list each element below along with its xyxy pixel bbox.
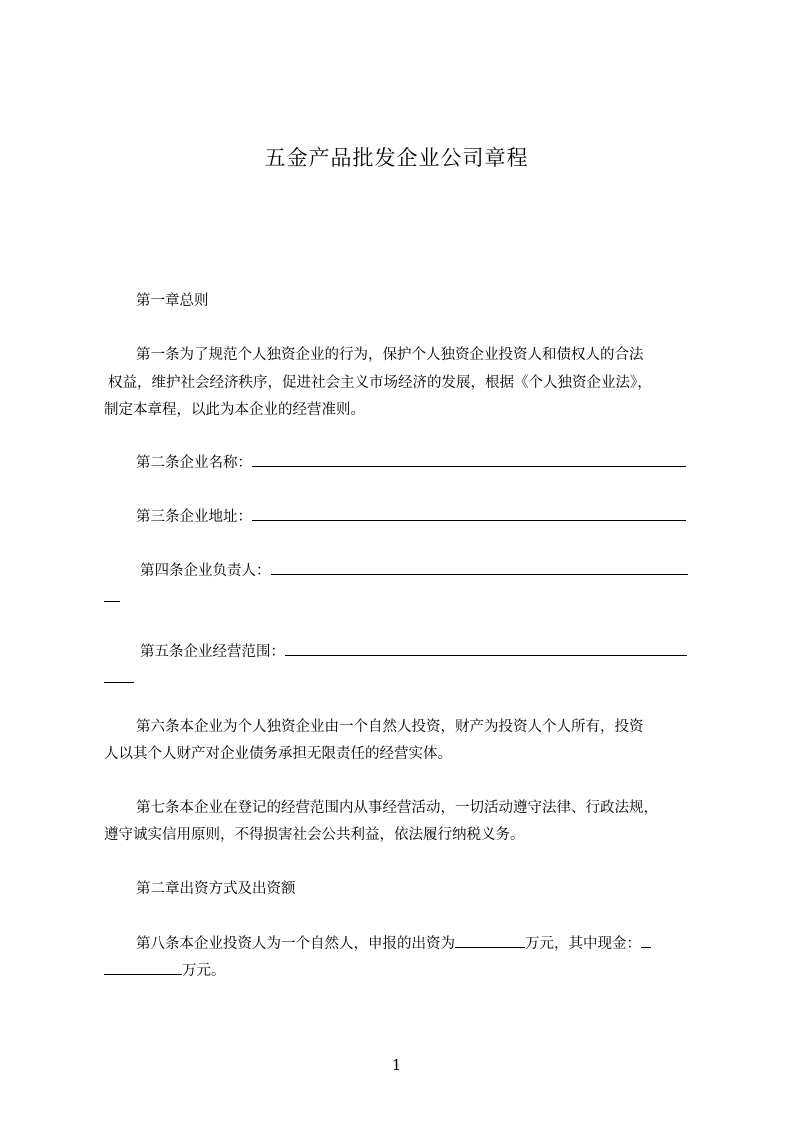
person-in-charge-blank[interactable] [271, 560, 688, 575]
article-3-company-address [136, 506, 686, 527]
cash-amount-blank[interactable] [641, 933, 651, 948]
article-2-label: 第二条企业名称： [136, 455, 252, 471]
cash-amount-blank-cont[interactable] [104, 960, 182, 975]
article-4-continuation [104, 587, 120, 608]
company-name-blank[interactable] [252, 452, 686, 467]
article-4-label: 第四条企业负责人： [140, 563, 271, 579]
capital-amount-blank[interactable] [455, 933, 525, 948]
article-8-text-a: 第八条本企业投资人为一个自然人，申报的出资为 [136, 936, 455, 952]
article-7-line-1: 第七条本企业在登记的经营范围内从事经营活动，一切活动遵守法律、行政法规， [136, 800, 658, 816]
article-6-line-1: 第六条本企业为个人独资企业由一个自然人投资，财产为投资人个人所有，投资 [136, 719, 644, 735]
article-5-business-scope [140, 641, 687, 662]
article-1-line-3: 制定本章程，以此为本企业的经营准则。 [104, 402, 365, 418]
article-8-text-b: 万元，其中现金： [525, 936, 641, 952]
article-8-line-2 [104, 960, 226, 981]
business-scope-blank-cont[interactable] [104, 668, 134, 683]
article-1-line-2: 权益，维护社会经济秩序，促进社会主义市场经济的发展，根据《个人独资企业法》， [108, 375, 652, 391]
article-4-person-in-charge [140, 560, 688, 581]
article-5-label: 第五条企业经营范围： [140, 644, 285, 660]
article-6-line-2: 人以其个人财产对企业债务承担无限责任的经营实体。 [104, 746, 452, 762]
chapter-2-heading: 第二章出资方式及出资额 [136, 881, 296, 897]
document-title: 五金产品批发企业公司章程 [264, 146, 529, 170]
person-in-charge-blank-cont[interactable] [104, 587, 120, 602]
article-5-continuation [104, 668, 134, 689]
article-8-text-c: 万元。 [182, 963, 226, 979]
article-2-company-name [136, 452, 686, 473]
chapter-1-heading: 第一章总则 [136, 293, 209, 309]
company-address-blank[interactable] [252, 506, 686, 521]
article-8-line-1 [136, 933, 651, 954]
article-7-line-2: 遵守诚实信用原则，不得损害社会公共利益，依法履行纳税义务。 [104, 827, 525, 843]
article-3-label: 第三条企业地址： [136, 509, 252, 525]
article-1-line-1: 第一条为了规范个人独资企业的行为，保护个人独资企业投资人和债权人的合法 [136, 347, 644, 363]
business-scope-blank[interactable] [285, 641, 687, 656]
page-number: 1 [391, 1056, 402, 1074]
